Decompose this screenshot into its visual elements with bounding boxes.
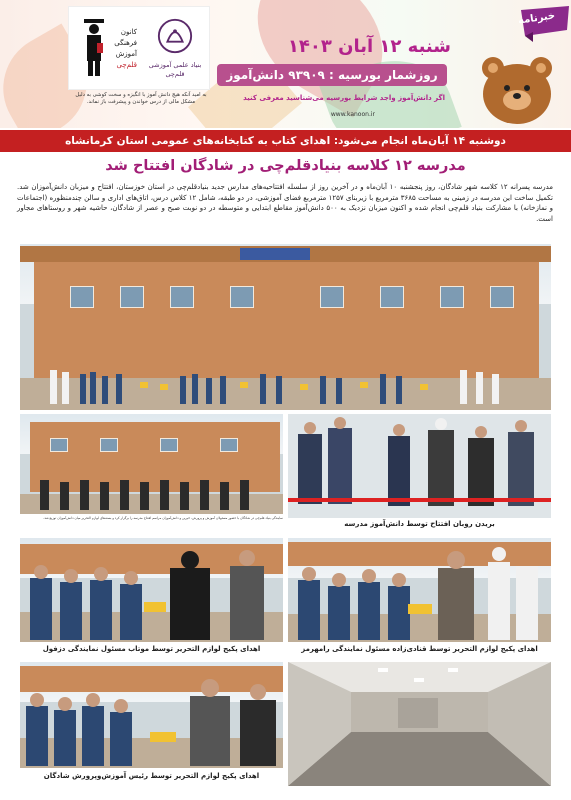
announcement-strip: دوشنبه ۱۴ آبان‌ماه انجام می‌شود: اهدای کتاب به کتابخانه‌های عمومی استان کرمانشاه	[0, 130, 571, 152]
officials-figures	[20, 474, 283, 514]
logos-box	[68, 6, 210, 90]
interior-hall-scene	[288, 662, 551, 786]
caption-ribbon-cutting: بریدن روبان افتتاح توسط دانش‌آموز مدرسه	[344, 520, 495, 528]
caption-gift-dezful: اهدای پکیج لوازم التحریر توسط موتاب مسئول نمایندگی دزفول	[42, 645, 261, 653]
date-title: شنبه ۱۲ آبان ۱۴۰۳	[287, 36, 451, 57]
kanoon-line: آموزش	[115, 50, 137, 58]
bear-mascot-icon	[453, 36, 571, 126]
article-headline: مدرسه ۱۲ کلاسه بنیادقلم‌چی در شادگان افتتاح شد	[105, 158, 466, 174]
school-building-photo	[20, 244, 551, 410]
gift-dezful-scene	[20, 538, 283, 642]
bonyad-logo	[145, 13, 205, 85]
crowd-figures	[20, 360, 551, 410]
gift-shadegan-scene	[20, 662, 283, 768]
header-motto: به امید آنکه هیچ دانش آموز با انگیزه و سخت کوشی به دلیل مشکل مالی از درس خواندن و پیشرفت باز نماند.	[75, 92, 207, 105]
caption-gift-shadegan: اهدای پکیج لوازم التحریر توسط رئیس آموزش‌وپرورش شادگان	[43, 772, 260, 780]
gift-dezful-photo	[20, 538, 283, 642]
kanoon-line-red: قلم‌چی	[116, 61, 137, 69]
photo-footnote: نمایندگی بنیاد قلم‌چی در شادگان با حضور مسئولان آموزش و پرورش، خیرین و دانش‌آموزان مراسم افتتاح مدرسه را برگزار کرد و بسته‌های لوازم التحریر میان دانش‌آموزان توزیع شد.	[43, 516, 283, 520]
scholarship-hint: اگر دانش‌آموز واجد شرایط بورسیه می‌شناسید معرفی کنید	[243, 94, 445, 102]
ceremony-group-photo	[20, 414, 283, 514]
gift-ramhormoz-scene	[288, 538, 551, 642]
ribbon-cutting-scene	[288, 414, 551, 518]
kanoon-line: فرهنگی	[114, 39, 137, 47]
ribbon-cutting-photo	[288, 414, 551, 518]
interior-hall-photo	[288, 662, 551, 786]
scholarship-counter: روزشمار بورسیه : ۹۳۹۰۹ دانش‌آموز	[217, 64, 447, 86]
kanoon-logo	[77, 13, 139, 85]
kanoon-line: کانون	[120, 28, 137, 36]
article-body: مدرسه پسرانه ۱۲ کلاسه شهر شادگان، روز پنجشنبه ۱۰ آبان‌ماه و در آخرین روز از سلسله افتتاحیه‌های مدارس جدید بنیادقلم‌چی در استان خوزستان، افتتاح و میزبان دانش‌آموزان شد. تکمیل ساخت این مدرسه در زمینی به مساحت ۳۶۸۵ مترمربع با زیربنای ۱۲۵۷ مترمربع فضای آموزشی، در دو طبقه، شامل ۱۲ کلاس درس، اتاق‌های اداری و سالن چندمنظوره (اجتماعات و نمازخانه) با مشارکت بنیاد قلم‌چی انجام شده و اکنون میزبان نزدیک به ۵۰۰ دانش‌آموز مقاطع ابتدایی و متوسطه در دو نوبت صبح و عصر از شادگان، حاشیه شهر و روستاهای مجاور است.	[17, 183, 554, 223]
gift-ramhormoz-photo	[288, 538, 551, 642]
caption-gift-ramhormoz: اهدای پکیج لوازم التحریر توسط قنادی‌زاده مسئول نمایندگی رامهرمز	[301, 645, 538, 653]
bonyad-emblem-icon	[156, 17, 194, 55]
school-sign	[240, 248, 310, 260]
gift-shadegan-photo	[20, 662, 283, 768]
graduate-figure-icon	[83, 17, 105, 77]
bonyad-name: بنیاد علمی آموزشی قلم‌چی	[148, 61, 202, 78]
newsletter-badge: خبرنامه	[517, 10, 556, 27]
website-link[interactable]: www.kanoon.ir	[330, 111, 375, 118]
newsletter-header	[0, 0, 571, 128]
kanoon-logo-text	[105, 27, 137, 71]
